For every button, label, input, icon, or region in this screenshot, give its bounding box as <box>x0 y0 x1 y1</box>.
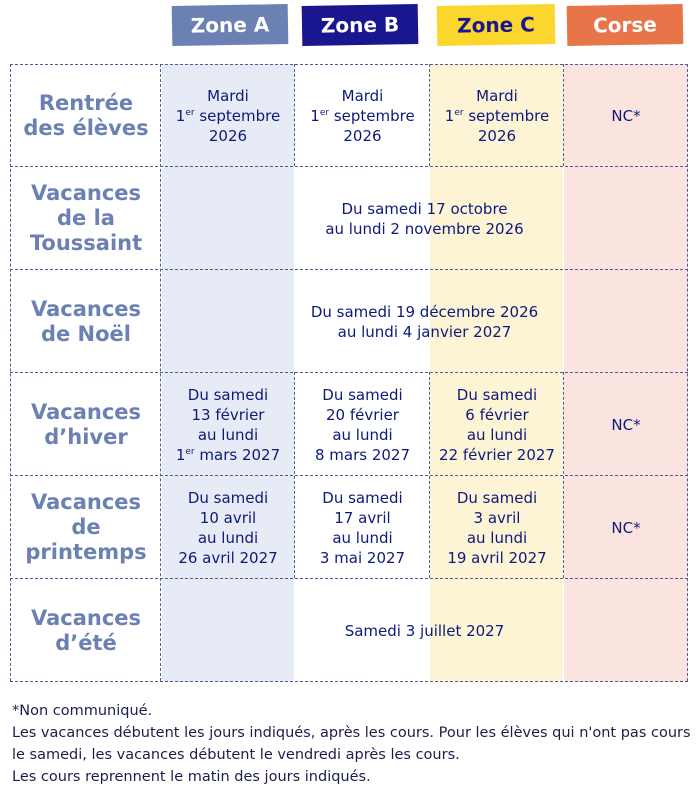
ete-all-zones-cell: Samedi 3 juillet 2027 <box>344 621 505 640</box>
cell-line: 1 <box>175 445 186 464</box>
cell-line: Du samedi <box>456 488 538 507</box>
cell-line: 19 avril 2027 <box>447 548 547 567</box>
label-column-divider <box>160 64 161 681</box>
cell-line: septembre <box>463 107 550 125</box>
printemps-zone-b-cell <box>296 477 429 578</box>
row-label-rentree <box>14 66 158 166</box>
cell-line: au lundi <box>197 528 259 547</box>
footnote-nc: *Non communiqué. <box>12 703 153 719</box>
table-top-border <box>10 64 688 65</box>
row-label-line: d’hiver <box>44 424 128 449</box>
cell-line: 1 <box>310 107 320 125</box>
row-divider <box>10 269 688 270</box>
cell-line: au lundi <box>197 425 259 444</box>
row-label-line: Vacances <box>30 296 142 321</box>
cell-line: 1 <box>175 107 186 125</box>
cell-line: au lundi 4 janvier 2027 <box>337 322 512 341</box>
column-divider <box>563 64 564 166</box>
cell-line: Mardi <box>341 87 384 105</box>
table-left-border <box>10 64 11 681</box>
printemps-zone-a-cell <box>162 477 294 578</box>
rentree-zone-b-cell <box>296 66 429 166</box>
cell-line: 3 mai 2027 <box>319 548 406 567</box>
row-label-line: Vacances <box>30 490 142 514</box>
zone-c-header: Zone C <box>437 4 556 46</box>
printemps-corse-cell: NC* <box>611 518 641 537</box>
rentree-corse-cell: NC* <box>611 107 641 125</box>
row-divider <box>10 166 688 167</box>
ordinal-suffix: er <box>319 108 330 118</box>
table-right-border <box>687 64 688 681</box>
cell-line: Du samedi <box>456 385 538 404</box>
cell-line: 20 février <box>326 405 399 424</box>
hiver-zone-a-cell <box>162 374 294 475</box>
ordinal-suffix: er <box>185 446 195 457</box>
row-label-line: d’été <box>55 630 117 655</box>
noel-all-zones-cell <box>162 271 687 372</box>
row-label-line: des élèves <box>23 116 149 140</box>
row-label-line: de <box>71 515 101 539</box>
zone-a-header: Zone A <box>172 4 289 46</box>
row-label-line: de la <box>57 206 115 230</box>
row-label-ete <box>14 580 158 681</box>
row-label-line: printemps <box>25 540 147 564</box>
cell-line: 8 mars 2027 <box>314 445 411 464</box>
cell-line: 22 février 2027 <box>439 445 555 464</box>
corse-header: Corse <box>567 4 684 46</box>
cell-line: 2026 <box>477 127 517 145</box>
cell-line: Du samedi <box>322 385 403 404</box>
cell-line: 1 <box>444 107 455 125</box>
cell-line: 2026 <box>343 127 382 145</box>
row-label-noel <box>14 271 158 372</box>
hiver-corse-cell: NC* <box>611 415 641 434</box>
row-label-line: Vacances <box>30 399 142 424</box>
ordinal-suffix: er <box>454 108 464 118</box>
row-label-hiver <box>14 374 158 475</box>
row-label-line: Toussaint <box>29 231 143 255</box>
row-divider <box>10 372 688 373</box>
zone-b-header: Zone B <box>302 4 419 46</box>
row-divider <box>10 475 688 476</box>
cell-line: Mardi <box>207 87 249 105</box>
cell-line: mars 2027 <box>194 445 281 464</box>
rentree-zone-c-cell <box>431 66 563 166</box>
cell-line: Du samedi <box>187 385 269 404</box>
footnote-start: Les vacances débutent les jours indiqués, après les cours. Pour les élèves qui n'ont pas cours le samedi, les vacances débutent le vendredi après les cours. <box>12 725 691 763</box>
row-divider <box>10 578 688 579</box>
cell-line: 13 février <box>191 405 265 424</box>
table-bottom-border <box>10 681 688 682</box>
cell-line: Du samedi <box>187 488 269 507</box>
row-label-printemps <box>14 477 158 578</box>
cell-line: au lundi <box>466 425 528 444</box>
cell-line: 2026 <box>208 127 248 145</box>
hiver-zone-b-cell <box>296 374 429 475</box>
cell-line: Du samedi 19 décembre 2026 <box>310 302 539 321</box>
cell-line: au lundi <box>332 528 393 547</box>
cell-line: 3 avril <box>473 508 521 527</box>
column-divider <box>294 64 295 166</box>
row-label-line: de Noël <box>40 321 131 346</box>
row-label-line: Rentrée <box>38 91 134 115</box>
cell-line: septembre <box>329 107 415 125</box>
row-label-line: Vacances <box>30 181 142 205</box>
hiver-zone-c-cell <box>431 374 563 475</box>
column-divider <box>429 64 430 166</box>
cell-line: septembre <box>194 107 281 125</box>
cell-line: Mardi <box>476 87 518 105</box>
cell-line: 26 avril 2027 <box>178 548 278 567</box>
ordinal-suffix: er <box>185 108 195 118</box>
rentree-zone-a-cell <box>162 66 294 166</box>
column-divider <box>563 372 564 578</box>
cell-line: Du samedi 17 octobre <box>341 199 508 218</box>
toussaint-all-zones-cell <box>162 168 687 269</box>
row-label-toussaint <box>14 168 158 269</box>
printemps-zone-c-cell <box>431 477 563 578</box>
column-divider <box>429 372 430 578</box>
cell-line: au lundi <box>332 425 393 444</box>
column-divider <box>294 372 295 578</box>
footnotes <box>12 700 692 788</box>
cell-line: 6 février <box>465 405 529 424</box>
cell-line: au lundi 2 novembre 2026 <box>325 219 524 238</box>
row-label-line: Vacances <box>30 605 142 630</box>
cell-line: 10 avril <box>199 508 257 527</box>
cell-line: au lundi <box>466 528 528 547</box>
cell-line: Du samedi <box>322 488 403 507</box>
footnote-resume: Les cours reprennent le matin des jours indiqués. <box>12 769 371 785</box>
cell-line: 17 avril <box>334 508 391 527</box>
